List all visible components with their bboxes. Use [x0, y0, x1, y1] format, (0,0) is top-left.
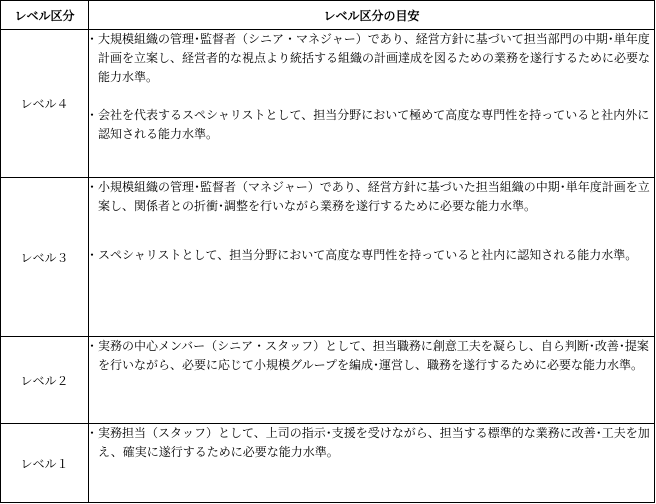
bullet: ･ [89, 339, 96, 353]
guideline-text: 大規模組織の管理･監督者（シニア・マネジャー）であり、経営方針に基づいて担当部門の中期･単年度計画を立案し、経営者的な視点より統括する組織の計画達成を図るための業務を遂行するために必要な能力水準。 [98, 32, 651, 84]
guideline-text: 小規模組織の管理･監督者（マネジャー）であり、経営方針に基づいた担当組織の中期･単年度計画を立案し、関係者との折衝･調整を行いながら業務を遂行するために必要な能力水準。 [98, 180, 650, 213]
guideline-text: スペシャリストとして、担当分野において高度な専門性を持っていると社内に認知される能力水準。 [98, 248, 638, 262]
guideline-item [89, 30, 654, 87]
bullet: ･ [89, 32, 96, 46]
bullet: ･ [89, 426, 96, 440]
guideline-item [89, 337, 654, 375]
header-guideline: レベル区分の目安 [89, 1, 655, 30]
guideline-text: 実務の中心メンバー（シニア・スタッフ）として、担当職務に創意工夫を凝らし、自ら判断･改善･提案を行いながら、必要に応じて小規模グループを編成･運営し、職務を遂行するために必要な能力水準。 [98, 339, 649, 372]
guideline-cell [89, 178, 655, 337]
guideline-item [89, 424, 654, 462]
guideline-cell [89, 30, 655, 178]
guideline-cell [89, 424, 655, 503]
level-cell: レベル２ [1, 337, 89, 424]
header-row [1, 1, 655, 30]
table-row [1, 30, 655, 178]
table-row [1, 178, 655, 337]
guideline-item [89, 106, 654, 144]
level-cell: レベル３ [1, 178, 89, 337]
guideline-item [89, 178, 654, 216]
guideline-text: 会社を代表するスペシャリストとして、担当分野において極めて高度な専門性を持っていると社内外に認知される能力水準。 [98, 108, 650, 141]
level-cell: レベル４ [1, 30, 89, 178]
header-level: レベル区分 [1, 1, 89, 30]
bullet: ･ [89, 248, 96, 262]
guideline-text: 実務担当（スタッフ）として、上司の指示･支援を受けながら、担当する標準的な業務に改善･工夫を加え、確実に遂行するために必要な能力水準。 [98, 426, 650, 459]
table-row [1, 337, 655, 424]
bullet: ･ [89, 108, 96, 122]
table-row [1, 424, 655, 503]
bullet: ･ [89, 180, 96, 194]
guideline-cell [89, 337, 655, 424]
guideline-item [89, 246, 654, 265]
level-cell: レベル１ [1, 424, 89, 503]
